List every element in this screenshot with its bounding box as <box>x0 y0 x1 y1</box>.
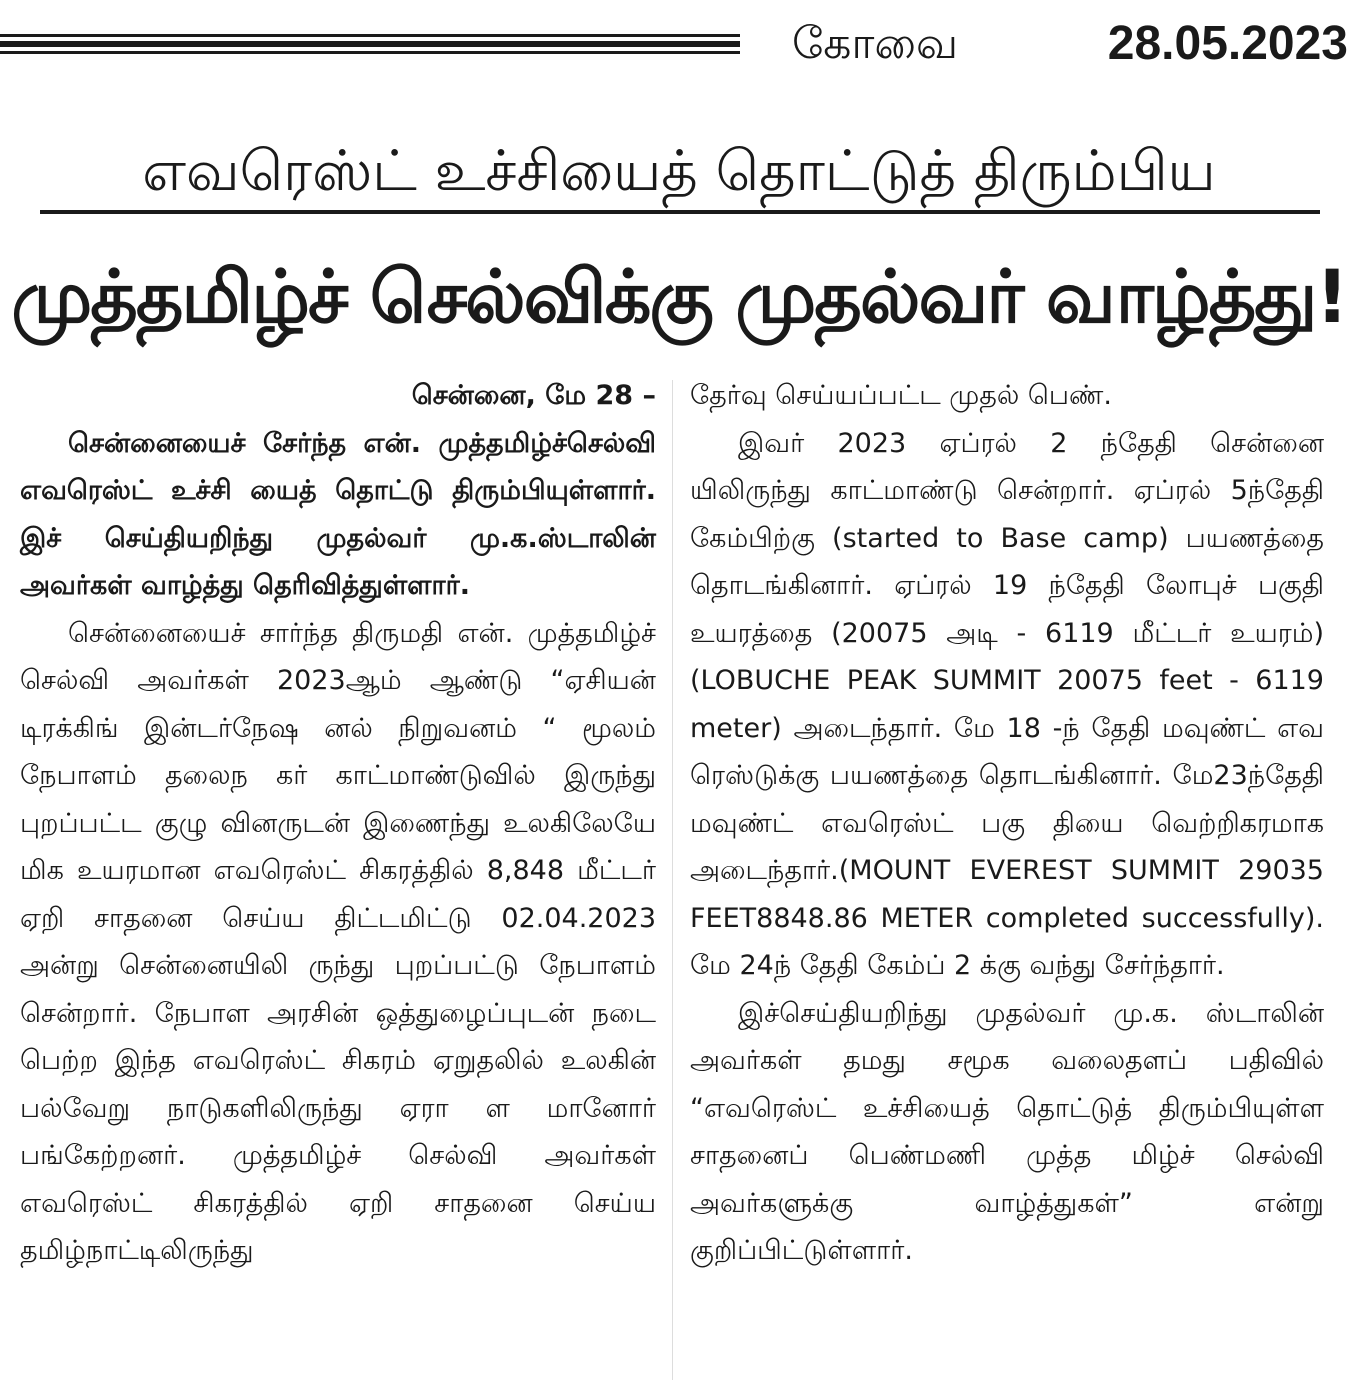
article-paragraph-1-continued: தேர்வு செய்யப்பட்ட முதல் பெண். <box>690 380 1112 411</box>
column-divider <box>672 380 673 1380</box>
article-column-left <box>20 372 656 1275</box>
article-dateline: சென்னை, மே 28 – <box>411 380 656 411</box>
article-column-right <box>690 372 1324 1275</box>
article-lead: சென்னையைச் சேர்ந்த என். முத்தமிழ்ச்செல்வி எவரெஸ்ட் உச்சி யைத் தொட்டு திரும்பியுள்ளார். இச் செய்தியறிந்து முதல்வர் மு.க.ஸ்டாலின் அவர்கள் வாழ்த்து தெரிவித்துள்ளார். <box>20 427 656 601</box>
masthead-rules <box>0 34 740 58</box>
edition-date: 28.05.2023 <box>1107 17 1348 70</box>
article-paragraph-1: சென்னையைச் சார்ந்த திருமதி என். முத்தமிழ்ச் செல்வி அவர்கள் 2023ஆம் ஆண்டு “ஏசியன் டிரக்கிங் இன்டர்நேஷ னல் நிறுவனம் “ மூலம் நேபாளம் தலைந கர் காட்மாண்டுவில் இருந்து புறப்பட்ட குழு வினருடன் இணைந்து உலகிலேயே மிக உயரமான எவரெஸ்ட் சிகரத்தில் 8,848 மீட்டர் ஏறி சாதனை செய்ய திட்டமிட்டு 02.04.2023 அன்று சென்னையிலி ருந்து புறப்பட்டு நேபாளம் சென்றார். நேபாள அரசின் ஒத்துழைப்புடன் நடை பெற்ற இந்த எவரெஸ்ட் சிகரம் ஏறுதலில் உலகின் பல்வேறு நாடுகளிலிருந்து ஏரா ள மானோர் பங்கேற்றனர். முத்தமிழ்ச் செல்வி அவர்கள் எவரெஸ்ட் சிகரத்தில் ஏறி சாதனை செய்ய தமிழ்நாட்டிலிருந்து <box>20 617 656 1266</box>
edition-place: கோவை <box>792 18 959 69</box>
headline-main: முத்தமிழ்ச் செல்விக்கு முதல்வர் வாழ்த்து! <box>11 255 1347 340</box>
headline-kicker: எவரெஸ்ட் உச்சியைத் தொட்டுத் திரும்பிய <box>142 139 1216 204</box>
article-paragraph-3: இச்செய்தியறிந்து முதல்வர் மு.க. ஸ்டாலின் அவர்கள் தமது சமூக வலைதளப் பதிவில் “எவரெஸ்ட் உச்சியைத் தொட்டுத் திரும்பியுள்ள சாதனைப் பெண்மணி முத்த மிழ்ச் செல்வி அவர்களுக்கு வாழ்த்துகள்” என்று குறிப்பிட்டுள்ளார். <box>690 997 1324 1266</box>
article-paragraph-2: இவர் 2023 ஏப்ரல் 2 ந்தேதி சென்னை யிலிருந்து காட்மாண்டு சென்றார். ஏப்ரல் 5ந்தேதி கேம்பிற்கு (started to Base camp) பயணத்தை தொடங்கினார். ஏப்ரல் 19 ந்தேதி லோபுச் பகுதி உயரத்தை (20075 அடி - 6119 மீட்டர் உயரம்) (LOBUCHE PEAK SUMMIT 20075 feet - 6119 meter) அடைந்தார். மே 18 -ந் தேதி மவுண்ட் எவ ரெஸ்டுக்கு பயணத்தை தொடங்கினார். மே23ந்தேதி மவுண்ட் எவரெஸ்ட் பகு தியை வெற்றிகரமாக அடைந்தார்.(MOUNT EVEREST SUMMIT 29035 FEET8848.86 METER completed successfully). மே 24ந் தேதி கேம்ப் 2 க்கு வந்து சேர்ந்தார். <box>690 427 1324 981</box>
kicker-underline <box>40 210 1320 214</box>
masthead <box>0 0 1358 90</box>
